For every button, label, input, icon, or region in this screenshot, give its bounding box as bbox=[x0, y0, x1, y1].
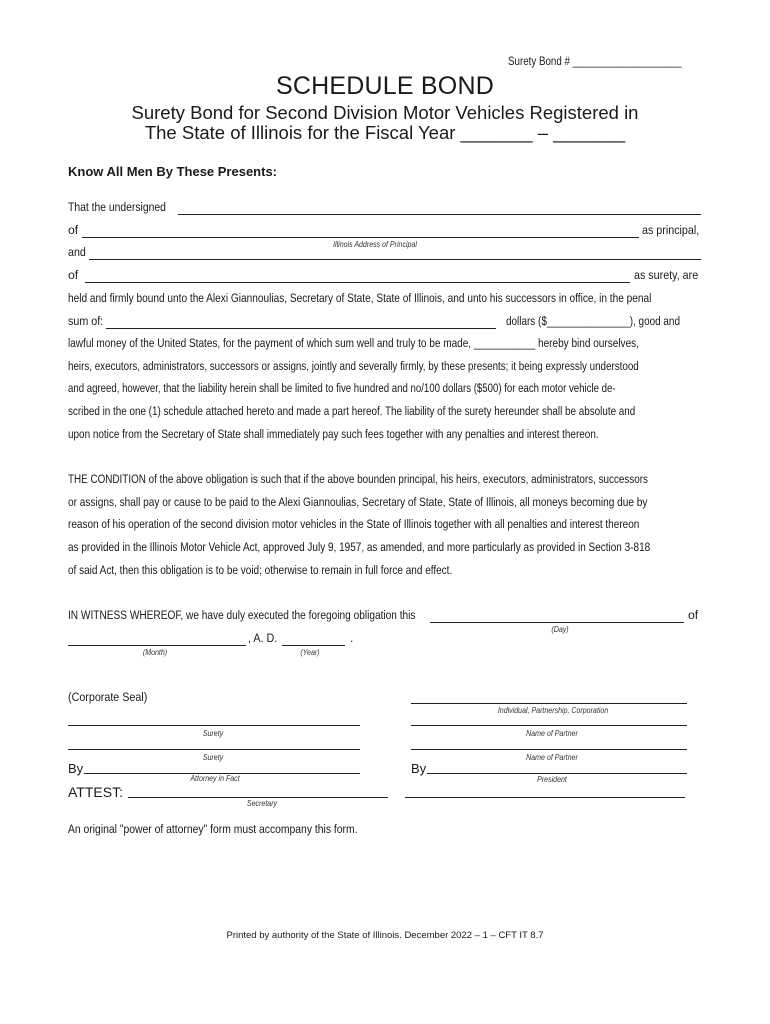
surety-address-field[interactable] bbox=[85, 282, 630, 283]
month-caption: (Month) bbox=[142, 648, 168, 657]
condition-line-5: of said Act, then this obligation is to be void; otherwise to remain in full force and effect. bbox=[68, 563, 453, 577]
body-line-agreed: and agreed, however, that the liability herein shall be limited to five hundred and no/100 dollars ($500) for each motor vehicle de- bbox=[68, 381, 616, 395]
and-label: and bbox=[68, 245, 86, 259]
month-field[interactable] bbox=[68, 645, 246, 646]
partner-name-field-2[interactable] bbox=[411, 749, 687, 750]
surety-caption-2: Surety bbox=[202, 753, 224, 762]
intro-heading: Know All Men By These Presents: bbox=[68, 164, 278, 179]
president-field[interactable] bbox=[427, 773, 687, 774]
subtitle-line-2: The State of Illinois for the Fiscal Year _______ – _______ bbox=[144, 122, 626, 143]
secretary-caption: Secretary bbox=[246, 799, 278, 808]
surety-signature-field-2[interactable] bbox=[68, 749, 360, 750]
individual-caption: Individual, Partnership, Corporation bbox=[497, 706, 609, 715]
as-surety-label: as surety, are bbox=[634, 268, 699, 282]
year-caption: (Year) bbox=[300, 648, 320, 657]
page-title: SCHEDULE BOND bbox=[276, 72, 494, 100]
attest-field[interactable] bbox=[128, 797, 388, 798]
penal-sum-field[interactable] bbox=[106, 328, 496, 329]
power-of-attorney-note: An original "power of attorney" form must accompany this form. bbox=[68, 822, 358, 836]
ad-period: . bbox=[350, 631, 354, 645]
surety-name-field[interactable] bbox=[89, 259, 701, 260]
sum-of-label: sum of: bbox=[68, 314, 104, 328]
subtitle-line-1: Surety Bond for Second Division Motor Vehicles Registered in bbox=[131, 102, 639, 123]
principal-address-field[interactable] bbox=[82, 237, 639, 238]
condition-line-4: as provided in the Illinois Motor Vehicle Act, approved July 9, 1957, as amended, and more particularly as provided in Section 3-818 bbox=[68, 540, 651, 554]
corporate-seal-label: (Corporate Seal) bbox=[68, 690, 148, 704]
principal-address-caption: Illinois Address of Principal bbox=[333, 240, 417, 249]
surety-bond-number: Surety Bond # ____________________ bbox=[508, 56, 682, 68]
of-label: of bbox=[68, 223, 79, 237]
footer-printed-by: Printed by authority of the State of Illinois. December 2022 – 1 – CFT IT 8.7 bbox=[226, 930, 544, 941]
dollars-label: dollars ($_______________), good and bbox=[506, 314, 680, 328]
body-line-scribed: scribed in the one (1) schedule attached hereto and made a part hereof. The liability of the surety hereunder shall be absolute and bbox=[68, 404, 636, 418]
day-caption: (Day) bbox=[551, 625, 569, 634]
attorney-caption: Attorney in Fact bbox=[190, 774, 240, 783]
witness-of-label: of bbox=[688, 608, 699, 622]
body-line-lawful: lawful money of the United States, for the payment of which sum well and truly to be made, ___________ hereby bind ourselves, bbox=[68, 336, 639, 350]
partner-caption-1: Name of Partner bbox=[526, 729, 578, 738]
partner-caption-2: Name of Partner bbox=[526, 753, 578, 762]
condition-line-3: reason of his operation of the second division motor vehicles in the State of Illinois together with all penalties and interest thereon bbox=[68, 517, 640, 531]
surety-caption-1: Surety bbox=[202, 729, 224, 738]
principal-name-field[interactable] bbox=[178, 214, 701, 215]
day-field[interactable] bbox=[430, 622, 684, 623]
principal-signature-field[interactable] bbox=[411, 703, 687, 704]
by-label-right: By bbox=[411, 761, 427, 776]
surety-signature-field-1[interactable] bbox=[68, 725, 360, 726]
attest-label: ATTEST: bbox=[68, 784, 123, 800]
year-field[interactable] bbox=[282, 645, 345, 646]
ad-label: , A. D. bbox=[248, 631, 278, 645]
of-label-2: of bbox=[68, 268, 79, 282]
partner-name-field-1[interactable] bbox=[411, 725, 687, 726]
body-line-heirs: heirs, executors, administrators, successors or assigns, jointly and severally firmly, by these presents; it being expressly understood bbox=[68, 359, 639, 373]
by-label-left: By bbox=[68, 761, 84, 776]
president-caption: President bbox=[537, 775, 567, 784]
as-principal-label: as principal, bbox=[642, 223, 700, 237]
body-line-upon: upon notice from the Secretary of State shall immediately pay such fees together with any penalties and interest thereon. bbox=[68, 427, 599, 441]
witness-text: IN WITNESS WHEREOF, we have duly executed the foregoing obligation this bbox=[68, 608, 416, 622]
condition-line-1: THE CONDITION of the above obligation is such that if the above bounden principal, his heirs, executors, administrators, successors bbox=[68, 472, 648, 486]
attest-right-field[interactable] bbox=[405, 797, 685, 798]
condition-line-2: or assigns, shall pay or cause to be paid to the Alexi Giannoulias, Secretary of State, State of Illinois, all moneys becoming due by bbox=[68, 495, 648, 509]
body-line-held: held and firmly bound unto the Alexi Giannoulias, Secretary of State, State of Illinois, and unto his successors in office, in the penal bbox=[68, 291, 652, 305]
undersigned-label: That the undersigned bbox=[68, 200, 166, 214]
